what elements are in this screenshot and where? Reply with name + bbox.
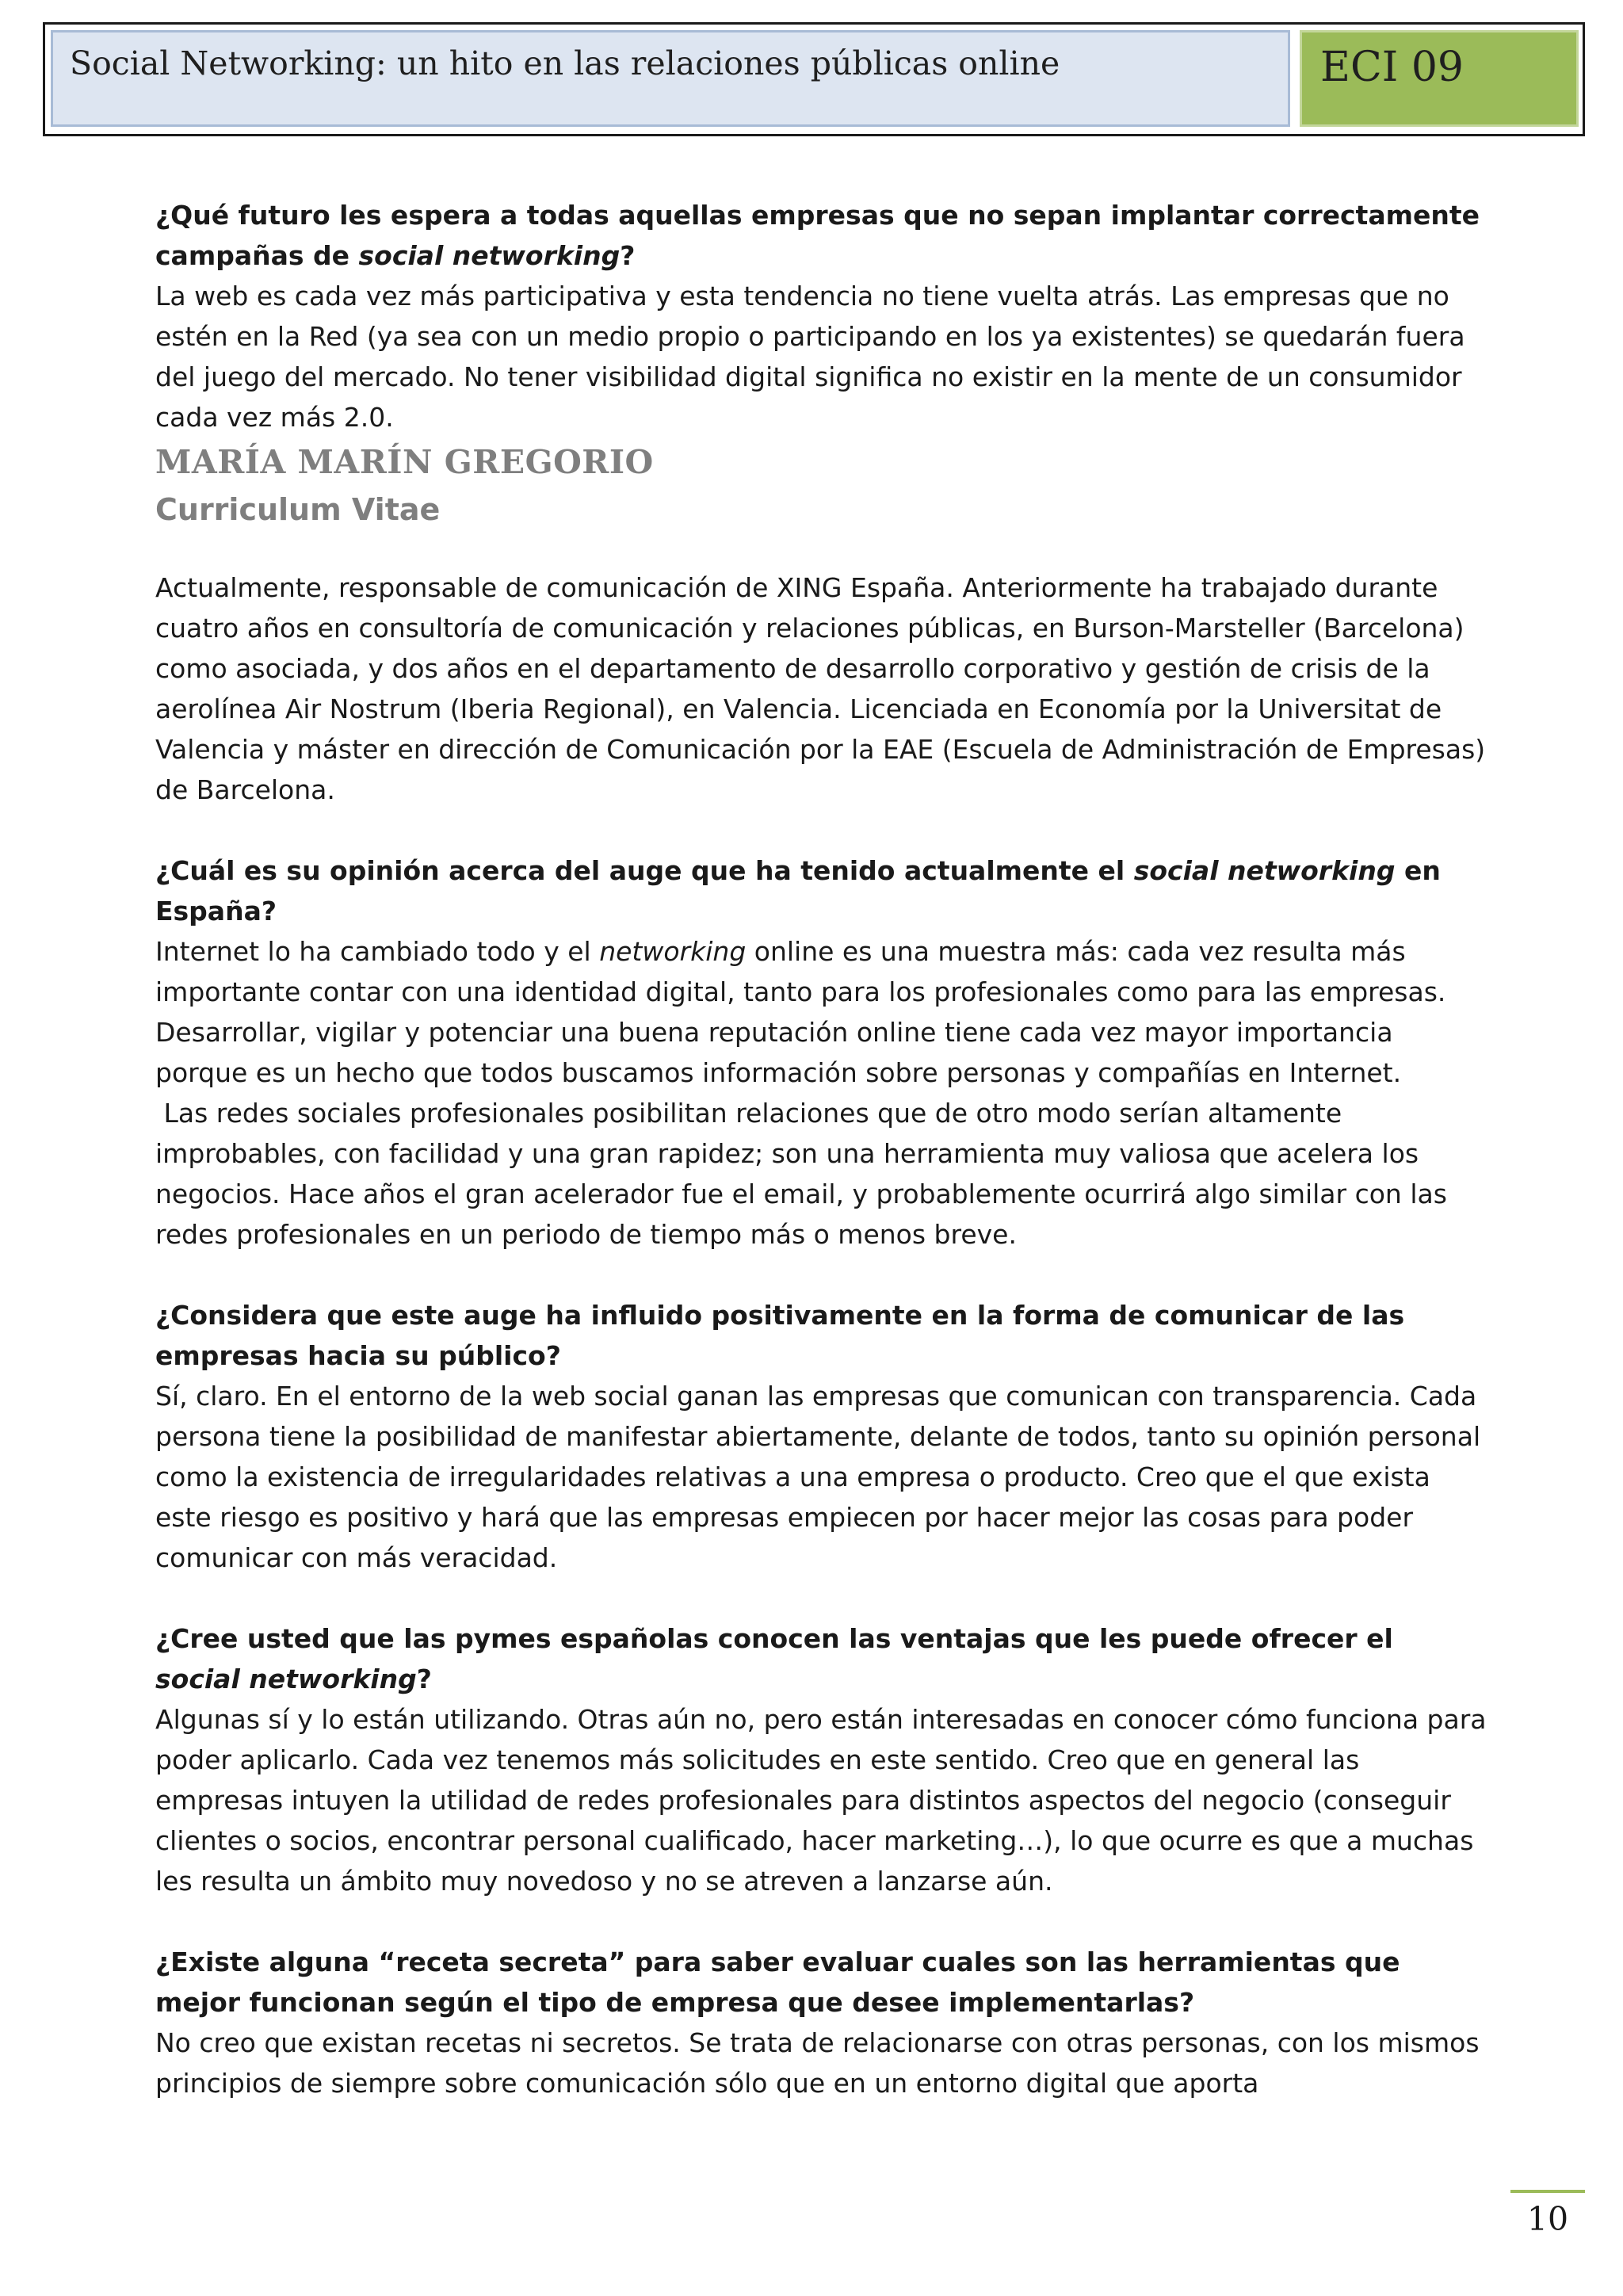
page-number: 10 [1526,2200,1569,2238]
document-title: Social Networking: un hito en las relaciones públicas online [70,44,1060,82]
answer-3: Algunas sí y lo están utilizando. Otras aún no, pero están interesadas en conocer cómo funciona para poder aplicarlo. Cada vez tenemos más solicitudes en este sentido. Creo que en general las empresas intuyen la utilidad de redes profesionales para distintos aspectos del negocio (conseguir clientes o socios, encontrar personal cualificado, hacer marketing…), lo que ocurre es que a muchas les resulta un ámbito muy novedoso y no se atreven a lanzarse aún. [155,1704,1487,1897]
document-code: ECI 09 [1320,44,1464,91]
answer-2: Sí, claro. En el entorno de la web social ganan las empresas que comunican con transparencia. Cada persona tiene la posibilidad de manifestar abiertamente, delante de todos, tanto su opinión personal como la existencia de irregularidades relativas a una empresa o producto. Creo que el que exista este riesgo es positivo y hará que las empresas empiecen por hacer mejor las cosas para poder comunicar con más veracidad. [155,1381,1481,1573]
person-name: MARÍA MARÍN GREGORIO [155,443,654,481]
cv-text: Actualmente, responsable de comunicación de XING España. Anteriormente ha trabajado durante cuatro años en consultoría de comunicación y relaciones públicas, en Burson-Marsteller (Barcelona) como asociada, y dos años en el departamento de desarrollo corporativo y gestión de crisis de la aerolínea Air Nostrum (Iberia Regional), en Valencia. Licenciada en Economía por la Universitat de Valencia y máster en dirección de Comunicación por la EAE (Escuela de Administración de Empresas) de Barcelona. [155,572,1486,805]
question-2: ¿Considera que este auge ha influido positivamente en la forma de comunicar de las empresas hacia su público? [155,1300,1405,1371]
intro-question: ¿Qué futuro les espera a todas aquellas empresas que no sepan implantar correctamente campañas de social networking? [155,200,1480,271]
page-content [155,195,1487,2103]
answer-4: No creo que existan recetas ni secretos. Se trata de relacionarse con otras personas, con los mismos principios de siempre sobre comunicación sólo que en un entorno digital que aporta [155,2027,1480,2099]
cv-heading: Curriculum Vitae [155,492,441,527]
question-3: ¿Cree usted que las pymes españolas conocen las ventajas que les puede ofrecer el social networking? [155,1623,1393,1694]
question-4: ¿Existe alguna “receta secreta” para saber evaluar cuales son las herramientas que mejor funcionan según el tipo de empresa que desee implementarlas? [155,1946,1400,2018]
page-number-rule [1510,2190,1585,2193]
answer-1: Internet lo ha cambiado todo y el networking online es una muestra más: cada vez resulta más importante contar con una identidad digital, tanto para los profesionales como para las empresas. Desarrollar, vigilar y potenciar una buena reputación online tiene cada vez mayor importancia porque es un hecho que todos buscamos información sobre personas y compañías en Internet. Las redes sociales profesionales posibilitan relaciones que de otro modo serían altamente improbables, con facilidad y una gran rapidez; son una herramienta muy valiosa que acelera los negocios. Hace años el gran acelerador fue el email, y probablemente ocurrirá algo similar con las redes profesionales en un periodo de tiempo más o menos breve. [155,936,1447,1250]
question-1: ¿Cuál es su opinión acerca del auge que ha tenido actualmente el social networking en España? [155,855,1441,926]
intro-answer: La web es cada vez más participativa y esta tendencia no tiene vuelta atrás. Las empresas que no estén en la Red (ya sea con un medio propio o participando en los ya existentes) se quedarán fuera del juego del mercado. No tener visibilidad digital significa no existir en la mente de un consumidor cada vez más 2.0. [155,281,1465,433]
